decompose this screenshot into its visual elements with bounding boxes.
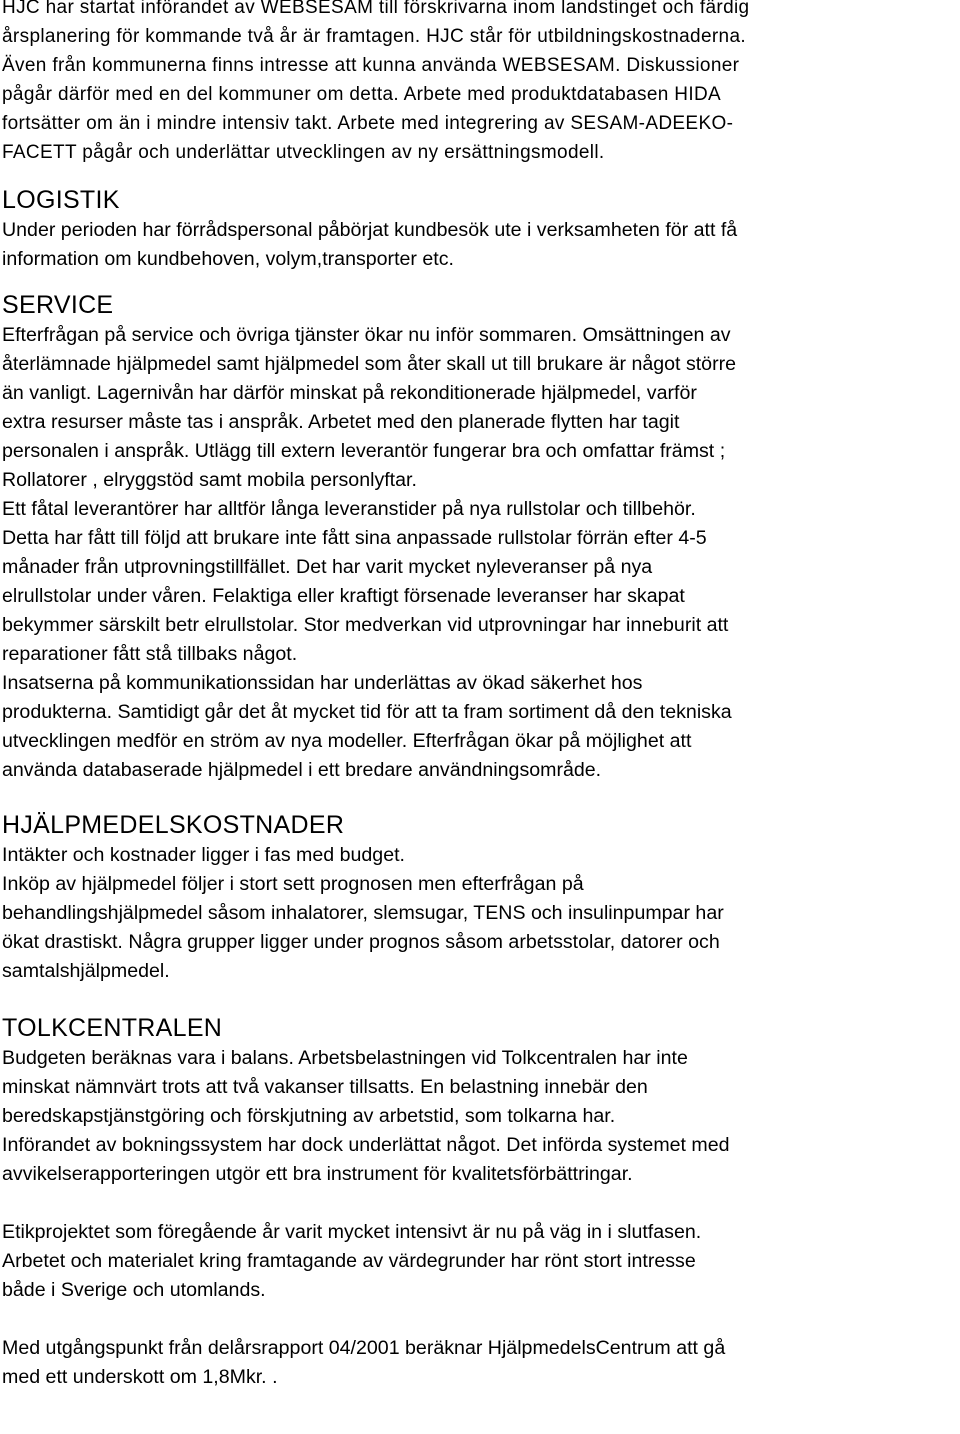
text-line: behandlingshjälpmedel såsom inhalatorer, slemsugar, TENS och insulinpumpar har: [2, 902, 724, 924]
text-line: HJC har startat införandet av WEBSESAM till förskrivarna inom landstinget och färdig: [2, 0, 750, 18]
text-line: än vanligt. Lagernivån har därför minskat på rekonditionerade hjälpmedel, varför: [2, 382, 697, 404]
tolkcentralen-section: [2, 1012, 958, 1305]
service-section: [2, 289, 958, 785]
text-line: information om kundbehoven, volym,transporter etc.: [2, 248, 454, 270]
text-line: Arbetet och materialet kring framtagande av värdegrunder har rönt stort intresse: [2, 1250, 696, 1272]
text-line: Med utgångspunkt från delårsrapport 04/2001 beräknar HjälpmedelsCentrum att gå: [2, 1337, 726, 1359]
text-line: Detta har fått till följd att brukare inte fått sina anpassade rullstolar förrän efter 4-5: [2, 527, 707, 549]
logistik-section: [2, 184, 958, 274]
document-page: [2, 0, 958, 1392]
text-line: ökat drastiskt. Några grupper ligger under prognos såsom arbetsstolar, datorer och: [2, 931, 720, 953]
text-line: Rollatorer , elryggstöd samt mobila personlyftar.: [2, 469, 417, 491]
text-line: pågår därför med en del kommuner om detta. Arbete med produktdatabasen HIDA: [2, 84, 722, 105]
text-line: extra resurser måste tas i anspråk. Arbetet med den planerade flytten har tagit: [2, 411, 680, 433]
text-line: med ett underskott om 1,8Mkr. .: [2, 1366, 278, 1388]
text-line: fortsätter om än i mindre intensiv takt. Arbete med integrering av SESAM-ADEEKO-: [2, 113, 734, 134]
text-line: både i Sverige och utomlands.: [2, 1279, 266, 1301]
text-line: Ett fåtal leverantörer har alltför långa leveranstider på nya rullstolar och tillbehör.: [2, 498, 696, 520]
text-line: elrullstolar under våren. Felaktiga eller kraftigt försenade leveranser har skapat: [2, 585, 685, 607]
text-line: FACETT pågår och underlättar utvecklingen av ny ersättningsmodell.: [2, 142, 605, 163]
text-line: Införandet av bokningssystem har dock underlättat något. Det införda systemet med: [2, 1134, 730, 1156]
text-line: samtalshjälpmedel.: [2, 960, 170, 982]
text-line: beredskapstjänstgöring och förskjutning av arbetstid, som tolkarna har.: [2, 1105, 616, 1127]
text-line: använda databaserade hjälpmedel i ett bredare användningsområde.: [2, 759, 602, 781]
text-line: avvikelserapporteringen utgör ett bra instrument för kvalitetsförbättringar.: [2, 1163, 633, 1185]
conclusion-paragraph: [2, 1334, 958, 1392]
section-heading-tolkcentralen: TOLKCENTRALEN: [2, 1014, 223, 1042]
text-line: Inköp av hjälpmedel följer i stort sett prognosen men efterfrågan på: [2, 873, 584, 895]
text-line: Även från kommunerna finns intresse att kunna använda WEBSESAM. Diskussioner: [2, 55, 740, 76]
text-line: minskat nämnvärt trots att två vakanser tillsatts. En belastning innebär den: [2, 1076, 648, 1098]
section-heading-kostnader: HJÄLPMEDELSKOSTNADER: [2, 811, 345, 839]
text-line: produkterna. Samtidigt går det åt mycket tid för att ta fram sortiment då den tekniska: [2, 701, 732, 723]
text-line: utvecklingen medför en ström av nya modeller. Efterfrågan ökar på möjlighet att: [2, 730, 692, 752]
text-line: reparationer fått stå tillbaks något.: [2, 643, 298, 665]
text-line: bekymmer särskilt betr elrullstolar. Stor medverkan vid utprovningar har inneburit att: [2, 614, 729, 636]
text-line: Intäkter och kostnader ligger i fas med budget.: [2, 844, 405, 866]
text-line: årsplanering för kommande två år är framtagen. HJC står för utbildningskostnaderna.: [2, 26, 747, 47]
section-heading-service: SERVICE: [2, 291, 114, 319]
text-line: Insatserna på kommunikationssidan har underlättas av ökad säkerhet hos: [2, 672, 643, 694]
text-line: Budgeten beräknas vara i balans. Arbetsbelastningen vid Tolkcentralen har inte: [2, 1047, 688, 1069]
text-line: månader från utprovningstillfället. Det har varit mycket nyleveranser på nya: [2, 556, 653, 578]
text-line: Efterfrågan på service och övriga tjänster ökar nu inför sommaren. Omsättningen av: [2, 324, 731, 346]
section-heading-logistik: LOGISTIK: [2, 186, 120, 214]
text-line: personalen i anspråk. Utlägg till extern leverantör fungerar bra och omfattar främst ;: [2, 440, 726, 462]
text-line: Under perioden har förrådspersonal påbörjat kundbesök ute i verksamheten för att få: [2, 219, 738, 241]
kostnader-section: [2, 809, 958, 986]
intro-paragraph: [2, 0, 958, 167]
text-line: återlämnade hjälpmedel samt hjälpmedel som åter skall ut till brukare är något större: [2, 353, 737, 375]
text-line: Etikprojektet som föregående år varit mycket intensivt är nu på väg in i slutfasen.: [2, 1221, 702, 1243]
